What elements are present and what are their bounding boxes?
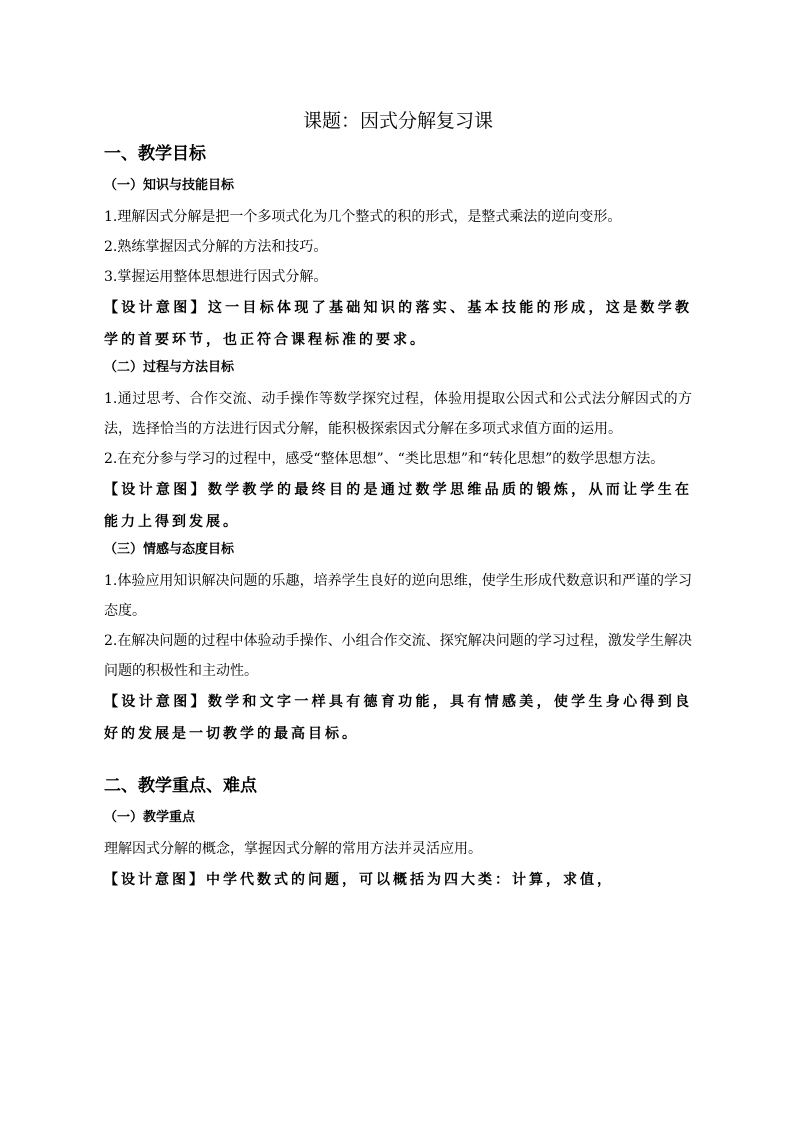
design-intent-paragraph: 【设计意图】这一目标体现了基础知识的落实、基本技能的形成，这是数学教学的首要环节，也正符合课程标准的要求。 bbox=[104, 300, 692, 348]
design-intent-paragraph: 【设计意图】中学代数式的问题，可以概括为四大类：计算，求值， bbox=[104, 872, 614, 888]
document-body bbox=[104, 106, 692, 896]
subsection-heading-emotion-attitude: （三）情感与态度目标 bbox=[104, 542, 235, 557]
document-title: 课题：因式分解复习课 bbox=[302, 110, 493, 132]
paragraph: 2.在充分参与学习的过程中，感受“整体思想”、“类比思想”和“转化思想”的数学思想方法。 bbox=[104, 451, 665, 467]
section-spacer bbox=[104, 750, 692, 772]
subsection-heading-process-methods: （二）过程与方法目标 bbox=[104, 360, 235, 375]
design-intent-paragraph: 【设计意图】数学教学的最终目的是通过数学思维品质的锻炼，从而让学生在能力上得到发展。 bbox=[104, 482, 692, 530]
section-heading-key-difficult-points: 二、教学重点、难点 bbox=[104, 776, 257, 796]
paragraph: 理解因式分解的概念，掌握因式分解的常用方法并灵活应用。 bbox=[104, 841, 482, 857]
paragraph: 1.体验应用知识解决问题的乐趣，培养学生良好的逆向思维，使学生形成代数意识和严谨的学习态度。 bbox=[104, 573, 692, 619]
subsection-heading-knowledge-skills: （一）知识与技能目标 bbox=[104, 178, 235, 193]
design-intent-paragraph: 【设计意图】数学和文字一样具有德育功能，具有情感美，使学生身心得到良好的发展是一切教学的最高目标。 bbox=[104, 694, 692, 742]
paragraph: 3.掌握运用整体思想进行因式分解。 bbox=[104, 269, 328, 285]
paragraph: 1.理解因式分解是把一个多项式化为几个整式的积的形式，是整式乘法的逆向变形。 bbox=[104, 209, 622, 225]
paragraph: 2.在解决问题的过程中体验动手操作、小组合作交流、探究解决问题的学习过程，激发学生解决问题的积极性和主动性。 bbox=[104, 633, 692, 679]
paragraph: 2.熟练掌握因式分解的方法和技巧。 bbox=[104, 239, 328, 255]
paragraph: 1.通过思考、合作交流、动手操作等数学探究过程，体验用提取公因式和公式法分解因式的方法，选择恰当的方法进行因式分解，能积极探索因式分解在多项式求值方面的运用。 bbox=[104, 391, 692, 437]
section-heading-teaching-goals: 一、教学目标 bbox=[104, 144, 206, 164]
subsection-heading-teaching-focus: （一）教学重点 bbox=[104, 810, 196, 825]
